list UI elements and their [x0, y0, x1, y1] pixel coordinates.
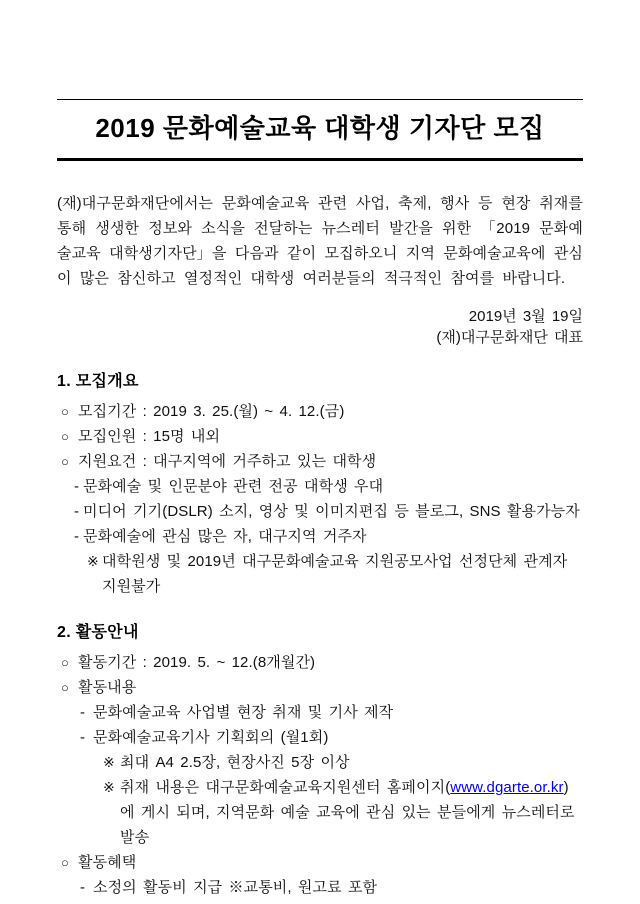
- list-item-major-preference: [74, 474, 583, 499]
- note-bullet: ※: [103, 754, 115, 770]
- document-content: [0, 99, 640, 900]
- signature-block: [57, 306, 583, 348]
- dash-bullet: -: [80, 879, 86, 896]
- circle-bullet: ○: [61, 855, 69, 870]
- dash-bullet: -: [74, 503, 80, 520]
- circle-bullet: ○: [61, 429, 69, 444]
- signer-line: (재)대구문화재단 대표: [436, 329, 583, 346]
- circle-bullet: ○: [61, 454, 69, 469]
- publish-note-before-link: 취재 내용은 대구문화예술교육지원센터 홈페이지(: [120, 779, 451, 796]
- dash-bullet: -: [74, 528, 80, 545]
- circle-bullet: ○: [61, 404, 69, 419]
- list-item-planning-meeting: [80, 725, 583, 750]
- list-item-recruit-period: [61, 399, 583, 424]
- list-item-text: 활동내용: [78, 679, 137, 696]
- list-item-ineligible-note: [87, 549, 583, 599]
- list-item-field-reporting: [80, 700, 583, 725]
- list-item-text: 최대 A4 2.5장, 현장사진 5장 이상: [120, 754, 350, 771]
- list-item-residence: [74, 524, 583, 549]
- list-item-activity-period: [61, 650, 583, 675]
- list-item-text: 활동혜택: [78, 854, 137, 871]
- list-item-text: 모집기간 : 2019 3. 25.(월) ~ 4. 12.(금): [78, 403, 345, 420]
- date-line: 2019년 3월 19일: [468, 308, 583, 325]
- list-item-stipend: [80, 875, 583, 900]
- list-item-text: 지원요건 : 대구지역에 거주하고 있는 대학생: [78, 453, 377, 470]
- list-item-media-skill: [74, 499, 583, 524]
- note-bullet: ※: [103, 779, 115, 795]
- list-item-text: [120, 775, 583, 850]
- section-2-heading: 2. 활동안내: [57, 624, 139, 641]
- intro-paragraph: (재)대구문화재단에서는 문화예술교육 관련 사업, 축제, 행사 등 현장 취재를 통해 생생한 정보와 소식을 전달하는 뉴스레터 발간을 위한 「2019 문화예술교육 대학생기자단」을 다음과 같이 모집하오니 지역 문화예술교육에 관심이 많은 참신하고 열정적인 대학생 여러분들의 적극적인 참여를 바랍니다.: [57, 195, 583, 287]
- document-title: 2019 문화예술교육 대학생 기자단 모집: [95, 113, 545, 143]
- note-bullet: ※: [87, 553, 99, 569]
- dash-bullet: -: [80, 704, 86, 721]
- circle-bullet: ○: [61, 680, 69, 695]
- publish-note-after-link: )에 게시 되며, 지역문화 예술 교육에 관심 있는 분들에게 뉴스레터로 발송: [120, 779, 575, 846]
- circle-bullet: ○: [61, 655, 69, 670]
- list-item-text: 소정의 활동비 지급 ※교통비, 원고료 포함: [93, 879, 378, 896]
- section-1-heading: 1. 모집개요: [57, 373, 139, 390]
- title-banner: [57, 99, 583, 161]
- list-item-text: 문화예술에 관심 많은 자, 대구지역 거주자: [83, 528, 367, 545]
- dash-bullet: -: [80, 729, 86, 746]
- list-item-text: 모집인원 : 15명 내외: [78, 428, 221, 445]
- list-item-text: 문화예술 및 인문분야 관련 전공 대학생 우대: [83, 478, 384, 495]
- list-item-text: 미디어 기기(DSLR) 소지, 영상 및 이미지편집 등 블로그, SNS 활용가능자: [83, 503, 580, 520]
- list-item-text: 대학원생 및 2019년 대구문화예술교육 지원공모사업 선정단체 관계자 지원불가: [102, 553, 568, 595]
- list-item-text: 활동기간 : 2019. 5. ~ 12.(8개월간): [78, 654, 316, 671]
- section-activity-guide: [57, 623, 583, 900]
- list-item-activity-benefit: [61, 850, 583, 875]
- list-item-recruit-count: [61, 424, 583, 449]
- list-item-text: 문화예술교육 사업별 현장 취재 및 기사 제작: [93, 704, 394, 721]
- section-recruit-overview: [57, 372, 583, 599]
- list-item-requirements: [61, 449, 583, 474]
- dgarte-link[interactable]: www.dgarte.or.kr: [450, 779, 564, 796]
- dash-bullet: -: [74, 478, 80, 495]
- list-item-activity-content: [61, 675, 583, 700]
- list-item-publish-note: [103, 775, 583, 850]
- list-item-text: 문화예술교육기사 기획회의 (월1회): [93, 729, 329, 746]
- list-item-article-spec-note: [103, 750, 583, 775]
